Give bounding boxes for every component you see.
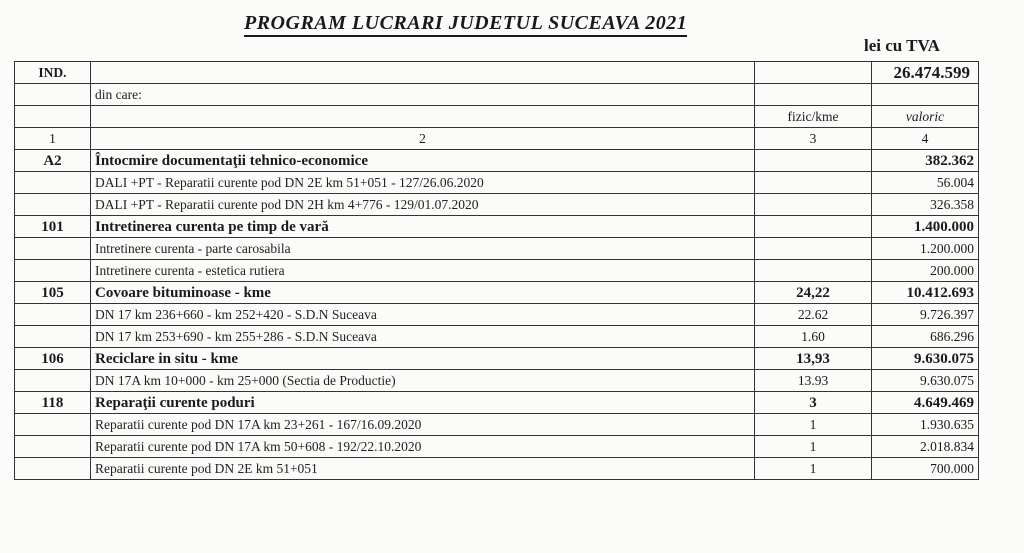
- section-value: 382.362: [872, 150, 979, 172]
- col-number: 1: [15, 128, 91, 150]
- item-value: 9.726.397: [872, 304, 979, 326]
- empty-cell: [91, 62, 755, 84]
- table-row-item: [15, 436, 979, 458]
- table-row-col-headers: [15, 106, 979, 128]
- item-qty: [755, 260, 872, 282]
- section-ind: A2: [15, 150, 91, 172]
- table-row-item: [15, 304, 979, 326]
- item-qty: 1.60: [755, 326, 872, 348]
- section-qty: 13,93: [755, 348, 872, 370]
- table-row-section: [15, 348, 979, 370]
- table-row-item: [15, 194, 979, 216]
- table-row-section: [15, 150, 979, 172]
- col-number: 3: [755, 128, 872, 150]
- empty-cell: [755, 84, 872, 106]
- col-number: 4: [872, 128, 979, 150]
- section-title: Reciclare in situ - kme: [91, 348, 755, 370]
- section-ind: 105: [15, 282, 91, 304]
- item-qty: 1: [755, 414, 872, 436]
- empty-cell: [15, 106, 91, 128]
- item-qty: 1: [755, 436, 872, 458]
- table-row-col-numbers: [15, 128, 979, 150]
- item-value: 1.930.635: [872, 414, 979, 436]
- item-qty: 13.93: [755, 370, 872, 392]
- table-row-item: [15, 238, 979, 260]
- empty-cell: [15, 414, 91, 436]
- table-row-section: [15, 282, 979, 304]
- item-label: DN 17A km 10+000 - km 25+000 (Sectia de Productie): [91, 370, 755, 392]
- total-value: 26.474.599: [872, 62, 979, 84]
- empty-cell: [15, 84, 91, 106]
- section-qty: 3: [755, 392, 872, 414]
- section-title: Intretinerea curenta pe timp de vară: [91, 216, 755, 238]
- section-ind: 118: [15, 392, 91, 414]
- table-row-section: [15, 392, 979, 414]
- col-header-fizic: fizic/kme: [755, 106, 872, 128]
- item-value: 200.000: [872, 260, 979, 282]
- table-row-total: [15, 62, 979, 84]
- item-label: Reparatii curente pod DN 2E km 51+051: [91, 458, 755, 480]
- item-label: DALI +PT - Reparatii curente pod DN 2H km 4+776 - 129/01.07.2020: [91, 194, 755, 216]
- table-row-item: [15, 326, 979, 348]
- item-value: 1.200.000: [872, 238, 979, 260]
- empty-cell: [15, 458, 91, 480]
- section-value: 1.400.000: [872, 216, 979, 238]
- empty-cell: [15, 238, 91, 260]
- item-label: DALI +PT - Reparatii curente pod DN 2E km 51+051 - 127/26.06.2020: [91, 172, 755, 194]
- item-label: Intretinere curenta - estetica rutiera: [91, 260, 755, 282]
- table-row-item: [15, 414, 979, 436]
- section-title: Reparaţii curente poduri: [91, 392, 755, 414]
- empty-cell: [91, 106, 755, 128]
- item-label: Reparatii curente pod DN 17A km 50+608 - 192/22.10.2020: [91, 436, 755, 458]
- section-value: 10.412.693: [872, 282, 979, 304]
- item-value: 700.000: [872, 458, 979, 480]
- empty-cell: [15, 172, 91, 194]
- table-row-item: [15, 458, 979, 480]
- page-title: PROGRAM LUCRARI JUDETUL SUCEAVA 2021: [244, 12, 687, 37]
- item-qty: 22.62: [755, 304, 872, 326]
- section-qty: [755, 216, 872, 238]
- works-table: [14, 61, 979, 480]
- table-row-section: [15, 216, 979, 238]
- col-number: 2: [91, 128, 755, 150]
- ind-header: IND.: [15, 62, 91, 84]
- empty-cell: [15, 326, 91, 348]
- item-label: Intretinere curenta - parte carosabila: [91, 238, 755, 260]
- item-value: 686.296: [872, 326, 979, 348]
- item-qty: [755, 238, 872, 260]
- din-care-label: din care:: [91, 84, 755, 106]
- item-qty: 1: [755, 458, 872, 480]
- section-ind: 101: [15, 216, 91, 238]
- item-value: 9.630.075: [872, 370, 979, 392]
- col-header-valoric: valoric: [872, 106, 979, 128]
- currency-note: lei cu TVA: [864, 36, 940, 55]
- empty-cell: [872, 84, 979, 106]
- section-qty: [755, 150, 872, 172]
- empty-cell: [15, 304, 91, 326]
- item-label: DN 17 km 253+690 - km 255+286 - S.D.N Suceava: [91, 326, 755, 348]
- item-qty: [755, 172, 872, 194]
- table-row-item: [15, 260, 979, 282]
- empty-cell: [15, 194, 91, 216]
- empty-cell: [15, 436, 91, 458]
- empty-cell: [15, 260, 91, 282]
- table-row-din-care: [15, 84, 979, 106]
- section-ind: 106: [15, 348, 91, 370]
- item-qty: [755, 194, 872, 216]
- section-title: Întocmire documentaţii tehnico-economice: [91, 150, 755, 172]
- item-label: DN 17 km 236+660 - km 252+420 - S.D.N Suceava: [91, 304, 755, 326]
- section-title: Covoare bituminoase - kme: [91, 282, 755, 304]
- item-value: 2.018.834: [872, 436, 979, 458]
- empty-cell: [15, 370, 91, 392]
- section-value: 4.649.469: [872, 392, 979, 414]
- item-value: 326.358: [872, 194, 979, 216]
- table-row-item: [15, 370, 979, 392]
- table-row-item: [15, 172, 979, 194]
- item-value: 56.004: [872, 172, 979, 194]
- section-qty: 24,22: [755, 282, 872, 304]
- item-label: Reparatii curente pod DN 17A km 23+261 - 167/16.09.2020: [91, 414, 755, 436]
- section-value: 9.630.075: [872, 348, 979, 370]
- empty-cell: [755, 62, 872, 84]
